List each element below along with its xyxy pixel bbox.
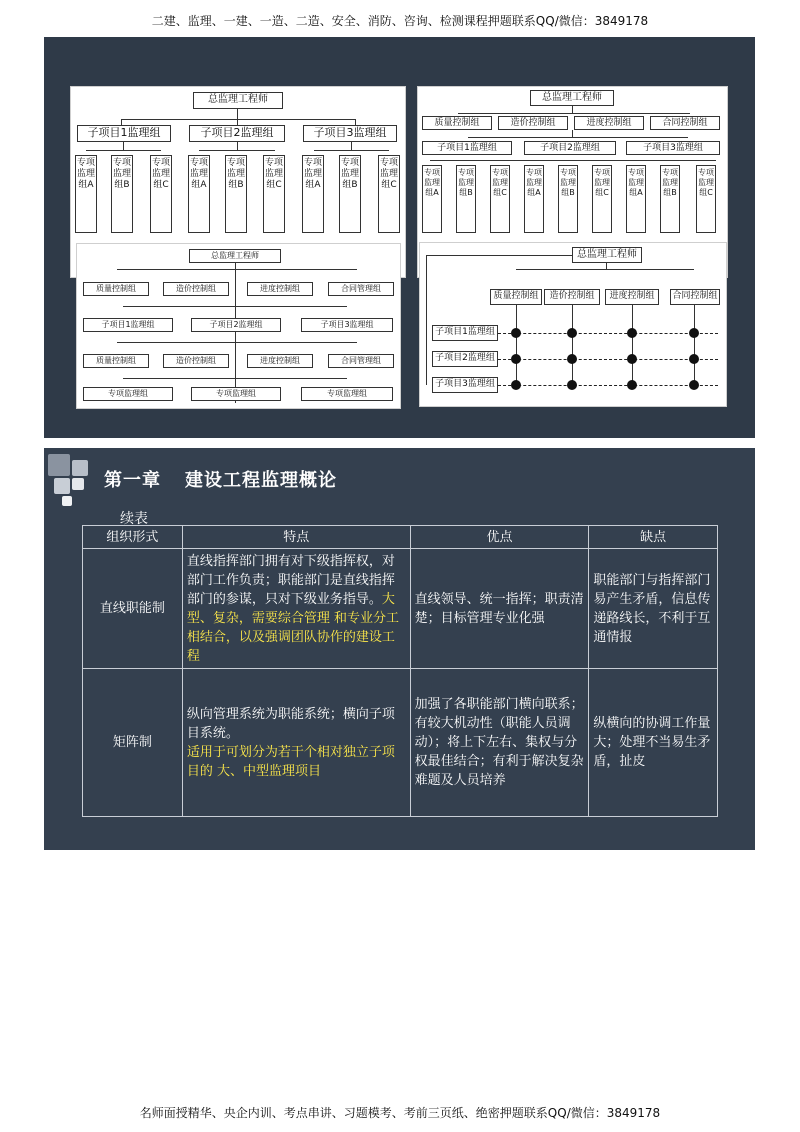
matrix-node [627, 328, 637, 338]
leaf-box: 专项监理组 [83, 387, 173, 401]
header-contact-line: 二建、监理、一建、一造、二造、安全、消防、咨询、检测课程押题联系QQ/微信：3849178 [151, 14, 649, 28]
chief-engineer-box: 总监理工程师 [530, 90, 614, 106]
decorative-squares [48, 454, 70, 476]
footer-contact-line: 名师面授精华、央企内训、考点串讲、习题模考、考前三页纸、绝密押题联系QQ/微信：3849178 [139, 1106, 661, 1120]
leaf-box: 专项监理组A [188, 155, 210, 233]
header-form: 组织形式 [83, 526, 183, 549]
subproject-group-box: 子项目3监理组 [301, 318, 393, 332]
table-row [83, 549, 718, 669]
disadvantage-cell: 纵横向的协调工作量大；处理不当易生矛盾，扯皮 [589, 669, 718, 817]
matrix-node [689, 380, 699, 390]
control-group-box: 合同管理组 [328, 282, 394, 296]
leaf-box: 专项监理组B [456, 165, 476, 233]
control-group-box: 造价控制组 [544, 289, 600, 305]
disadvantage-cell: 职能部门与指挥部门易产生矛盾，信息传递路线长，不利于互通情报 [589, 549, 718, 669]
matrix-node [567, 328, 577, 338]
control-group-box: 造价控制组 [163, 354, 229, 368]
leaf-box: 专项监理组B [111, 155, 133, 233]
leaf-box: 专项监理组B [558, 165, 578, 233]
leaf-box: 专项监理组 [301, 387, 393, 401]
header-advantage: 优点 [410, 526, 589, 549]
chief-engineer-box: 总监理工程师 [193, 92, 283, 109]
subproject-group-box: 子项目3监理组 [432, 377, 498, 393]
chief-engineer-box: 总监理工程师 [572, 247, 642, 263]
matrix-node [567, 380, 577, 390]
subproject-group-box: 子项目1监理组 [422, 141, 512, 155]
form-cell: 矩阵制 [83, 669, 183, 817]
feature-highlight: 大型、复杂，需要综合管理 和专业分工相结合，以及强调团队协作的建设工程 [186, 591, 399, 664]
subproject-group-box: 子项目2监理组 [191, 318, 281, 332]
leaf-box: 专项监理组A [626, 165, 646, 233]
leaf-box: 专项监理组 [191, 387, 281, 401]
matrix-node [511, 328, 521, 338]
control-group-box: 质量控制组 [83, 282, 149, 296]
subproject-group-box: 子项目3监理组 [626, 141, 720, 155]
continued-label: 续表 [120, 511, 148, 527]
leaf-box: 专项监理组C [696, 165, 716, 233]
subproject-group-box: 子项目1监理组 [77, 125, 171, 142]
org-charts-slide [44, 37, 755, 438]
comparison-slide [44, 448, 755, 850]
matrix-node [627, 354, 637, 364]
control-group-box: 进度控制组 [605, 289, 659, 305]
subproject-group-box: 子项目2监理组 [432, 351, 498, 367]
leaf-box: 专项监理组C [150, 155, 172, 233]
control-group-box: 质量控制组 [83, 354, 149, 368]
subproject-group-box: 子项目3监理组 [303, 125, 397, 142]
chapter-number: 第一章 [104, 470, 161, 491]
leaf-box: 专项监理组C [263, 155, 285, 233]
control-group-box: 合同控制组 [650, 116, 720, 130]
leaf-box: 专项监理组A [302, 155, 324, 233]
matrix-node [511, 380, 521, 390]
leaf-box: 专项监理组B [225, 155, 247, 233]
chief-engineer-box: 总监理工程师 [189, 249, 281, 263]
control-group-box: 合同管理组 [328, 354, 394, 368]
matrix-node [627, 380, 637, 390]
leaf-box: 专项监理组A [524, 165, 544, 233]
leaf-box: 专项监理组A [422, 165, 442, 233]
control-group-box: 进度控制组 [247, 282, 313, 296]
matrix-node [689, 354, 699, 364]
control-group-box: 造价控制组 [498, 116, 568, 130]
control-group-box: 造价控制组 [163, 282, 229, 296]
diagram-matrix [419, 242, 727, 407]
subproject-group-box: 子项目1监理组 [83, 318, 173, 332]
form-cell: 直线职能制 [83, 549, 183, 669]
advantage-cell: 直线领导、统一指挥；职责清楚；目标管理专业化强 [410, 549, 589, 669]
control-group-box: 质量控制组 [422, 116, 492, 130]
subproject-group-box: 子项目1监理组 [432, 325, 498, 341]
diagram-line-staff [76, 243, 401, 409]
leaf-box: 专项监理组B [339, 155, 361, 233]
feature-cell [182, 669, 410, 817]
comparison-table [82, 525, 718, 817]
feature-text: 纵向管理系统为职能系统；横向子项目系统。 [186, 706, 395, 741]
feature-cell [182, 549, 410, 669]
table-header-row [83, 526, 718, 549]
feature-highlight: 适用于可划分为若干个相对独立子项目的 大、中型监理项目 [186, 744, 395, 779]
control-group-box: 合同控制组 [670, 289, 720, 305]
header-disadvantage: 缺点 [589, 526, 718, 549]
control-group-box: 进度控制组 [247, 354, 313, 368]
matrix-node [567, 354, 577, 364]
leaf-box: 专项监理组C [378, 155, 400, 233]
subproject-group-box: 子项目2监理组 [524, 141, 616, 155]
leaf-box: 专项监理组A [75, 155, 97, 233]
matrix-node [511, 354, 521, 364]
control-group-box: 质量控制组 [490, 289, 542, 305]
leaf-box: 专项监理组C [490, 165, 510, 233]
leaf-box: 专项监理组C [592, 165, 612, 233]
subproject-group-box: 子项目2监理组 [189, 125, 285, 142]
chapter-title [104, 466, 337, 492]
control-group-box: 进度控制组 [574, 116, 644, 130]
chapter-name: 建设工程监理概论 [185, 470, 337, 491]
leaf-box: 专项监理组B [660, 165, 680, 233]
matrix-node [689, 328, 699, 338]
header-feature: 特点 [182, 526, 410, 549]
advantage-cell: 加强了各职能部门横向联系；有较大机动性（职能人员调动）；将上下左右、集权与分权最佳结合；有利于解决复杂难题及人员培养 [410, 669, 589, 817]
feature-text: 直线指挥部门拥有对下级指挥权，对部门工作负责；职能部门是直线指挥部门的参谋，只对下级业务指导。 [186, 553, 395, 607]
table-row [83, 669, 718, 817]
